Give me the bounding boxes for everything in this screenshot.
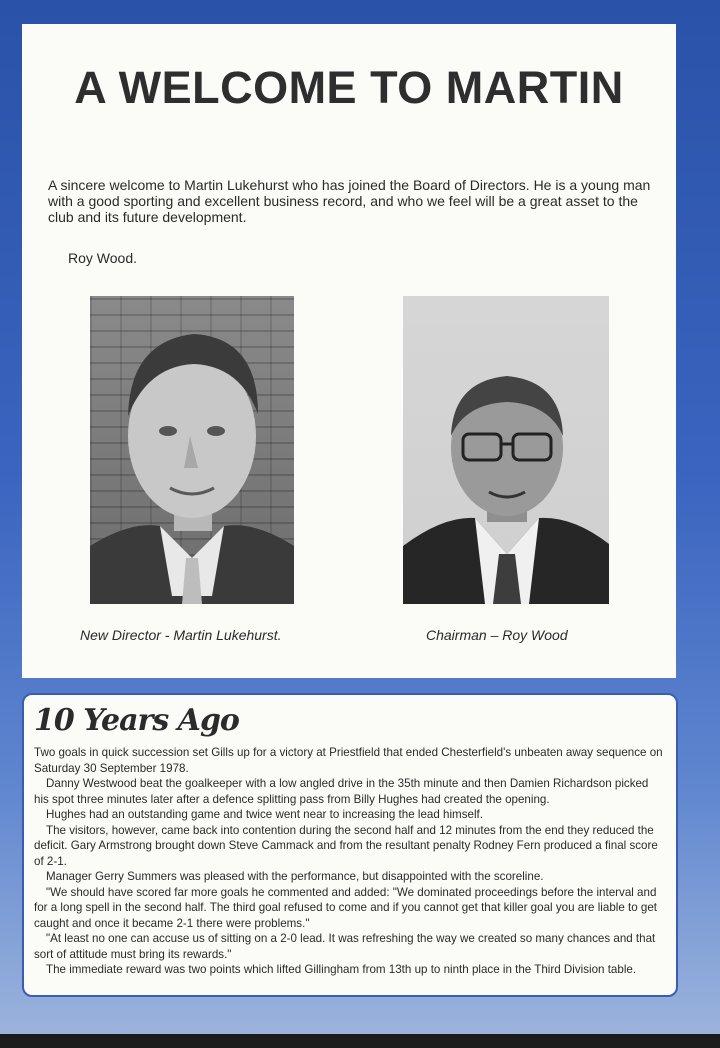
article-paragraph: Two goals in quick succession set Gills up for a victory at Priestfield that ended Chesterfield's unbeaten away sequence on Saturday 30 September 1978. xyxy=(34,746,663,775)
section-title: 10 Years Ago xyxy=(34,703,239,738)
intro-paragraph: A sincere welcome to Martin Lukehurst who has joined the Board of Directors. He is a young man with a good sporting and excellent business record, and who we feel will be a great asset to the club and its future development. xyxy=(48,177,651,225)
welcome-panel xyxy=(22,24,676,678)
portrait-right-illustration xyxy=(403,296,609,604)
article-paragraph: Hughes had an outstanding game and twice went near to increasing the lead himself. xyxy=(46,808,483,821)
page-bottom-edge xyxy=(0,1034,720,1048)
headline: A WELCOME TO MARTIN xyxy=(74,62,624,113)
caption-chairman: Chairman – Roy Wood xyxy=(426,627,568,643)
signature: Roy Wood. xyxy=(68,250,137,266)
photo-roy-wood xyxy=(403,296,609,604)
article-paragraph: Danny Westwood beat the goalkeeper with a low angled drive in the 35th minute and then Damien Richardson picked his spot three minutes later after a defence splitting pass from Billy Hughes had created the opening. xyxy=(34,777,649,806)
ten-years-ago-panel xyxy=(22,693,678,997)
article-paragraph: The visitors, however, came back into contention during the second half and 12 minutes from the end they reduced the deficit. Gary Armstrong brought down Steve Cammack and from the resultant penalty Rodney Fern produced a final score of 2-1. xyxy=(34,823,658,868)
article-paragraph: Manager Gerry Summers was pleased with the performance, but disappointed with the scoreline. xyxy=(46,870,544,883)
photo-martin-lukehurst xyxy=(90,296,294,604)
article-paragraph: "We should have scored far more goals he commented and added: "We dominated proceedings before the interval and for a long spell in the second half. The third goal refused to come and if you cannot get that killer goal you are liable to get caught and once it became 2-1 there were problems." xyxy=(34,885,658,930)
article-paragraph: The immediate reward was two points which lifted Gillingham from 13th up to ninth place in the Third Division table. xyxy=(46,963,637,976)
portrait-left-illustration xyxy=(90,296,294,604)
caption-new-director: New Director - Martin Lukehurst. xyxy=(80,627,282,643)
article-body xyxy=(34,745,664,978)
article-paragraph: "At least no one can accuse us of sitting on a 2-0 lead. It was refreshing the way we created so many chances and that sort of attitude must bring its rewards." xyxy=(34,932,656,961)
